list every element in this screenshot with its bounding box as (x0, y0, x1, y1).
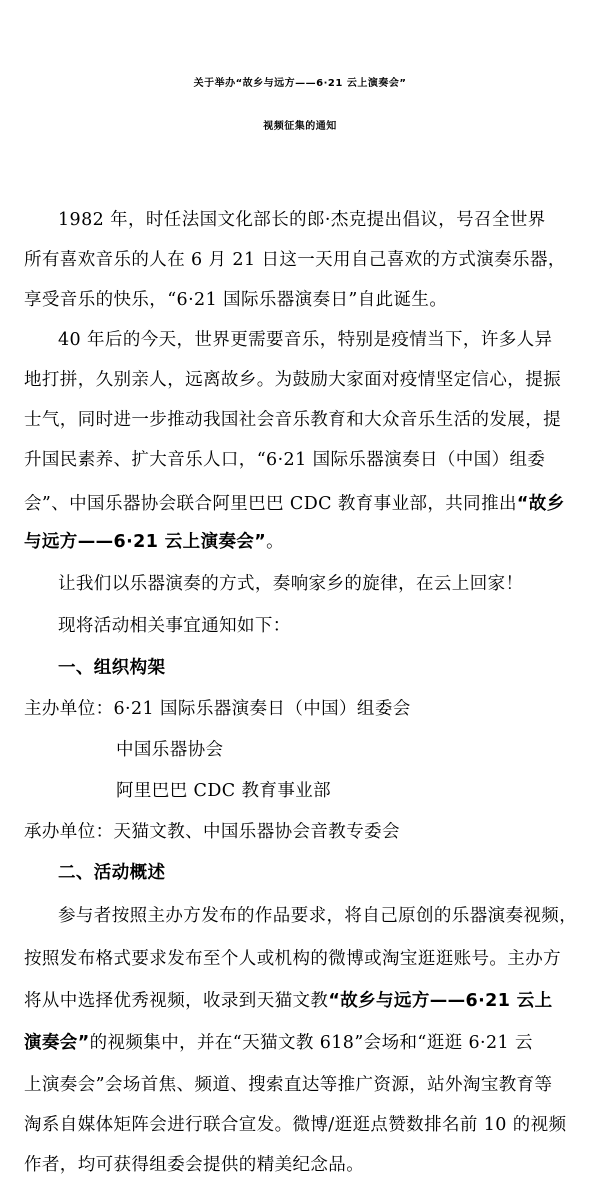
section2-line-3-text: 将从中选择优秀视频，收录到天猫文教 (24, 991, 329, 1011)
section2-line-4 (24, 1029, 533, 1054)
host-unit-line (24, 695, 411, 720)
title-line-1: 关于举办“故乡与远方——6·21 云上演奏会” (193, 78, 407, 89)
para2-line-5-text: 会”、中国乐器协会联合阿里巴巴 CDC 教育事业部，共同推出 (24, 494, 517, 514)
event-name-bold-end: 与远方——6·21 云上演奏会” (24, 532, 267, 552)
event-name-bold-start: “故乡 (516, 494, 565, 514)
section1-heading: 一、组织构架 (58, 658, 166, 678)
para1-line-3: 享受音乐的快乐，“6·21 国际乐器演奏日”自此诞生。 (24, 290, 448, 310)
para2-line-6-end: 。 (266, 532, 285, 552)
event-name-bold-start: “故乡与远方——6·21 云上 (328, 991, 553, 1011)
para2-line-5 (24, 490, 565, 515)
event-name-bold-end: 演奏会” (24, 1033, 90, 1053)
section2-line-3 (24, 987, 553, 1012)
para3-line: 让我们以乐器演奏的方式，奏响家乡的旋律，在云上回家！ (58, 574, 524, 594)
section2-line-1: 参与者按照主办方发布的作品要求，将自己原创的乐器演奏视频， (58, 906, 578, 926)
para2-line-6 (24, 528, 284, 553)
host-item: 阿里巴巴 CDC 教育事业部 (116, 781, 332, 801)
section2-heading: 二、活动概述 (58, 863, 166, 883)
section2-line-6: 淘系自媒体矩阵会进行联合宣发。微博/逛逛点赞数排名前 10 的视频 (24, 1115, 567, 1135)
para2-line-4: 升国民素养、扩大音乐人口，“6·21 国际乐器演奏日（中国）组委 (24, 450, 546, 470)
para2-line-1: 40 年后的今天，世界更需要音乐，特别是疫情当下，许多人异 (58, 330, 553, 350)
title-line-2: 视频征集的通知 (263, 121, 337, 132)
para1-line-1: 1982 年，时任法国文化部长的郎·杰克提出倡议，号召全世界 (58, 210, 546, 230)
para2-line-2: 地打拼，久别亲人，远离故乡。为鼓励大家面对疫情坚定信心，提振 (24, 370, 561, 390)
host-item: 6·21 国际乐器演奏日（中国）组委会 (113, 699, 411, 719)
host-label: 主办单位： (24, 699, 114, 719)
section2-line-5: 上演奏会”会场首焦、频道、搜索直达等推广资源，站外淘宝教育等 (24, 1075, 553, 1095)
para4-line: 现将活动相关事宜通知如下： (58, 616, 291, 636)
organizer-line: 承办单位：天猫文教、中国乐器协会音教专委会 (24, 822, 400, 842)
section2-line-4-text: 的视频集中，并在“天猫文教 618”会场和“逛逛 6·21 云 (89, 1033, 533, 1053)
para2-line-3: 士气，同时进一步推动我国社会音乐教育和大众音乐生活的发展，提 (24, 410, 561, 430)
section2-line-7: 作者，均可获得组委会提供的精美纪念品。 (24, 1155, 365, 1175)
section2-line-2: 按照发布格式要求发布至个人或机构的微博或淘宝逛逛账号。主办方 (24, 949, 561, 969)
host-item: 中国乐器协会 (116, 740, 224, 760)
para1-line-2: 所有喜欢音乐的人在 6 月 21 日这一天用自己喜欢的方式演奏乐器， (24, 250, 566, 270)
